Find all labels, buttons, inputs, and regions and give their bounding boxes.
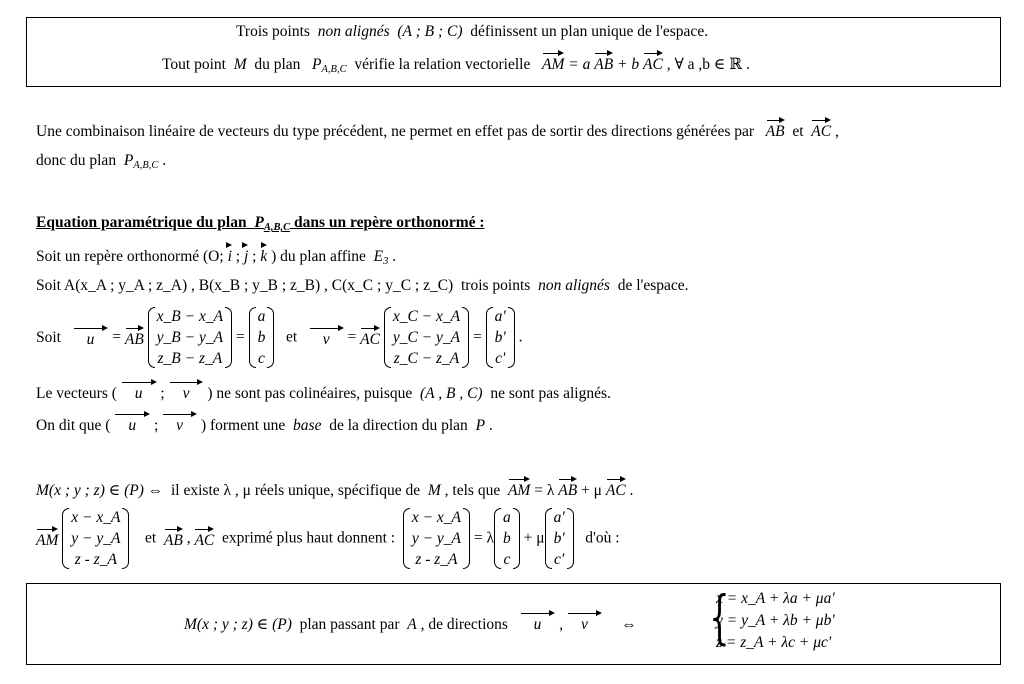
- vector-u: [520, 612, 556, 634]
- heading-text: Equation paramétrique du plan: [36, 214, 247, 231]
- plane-subscript: A,B,C: [133, 160, 159, 171]
- text: définissent un plan unique de l'espace.: [470, 23, 709, 40]
- text: + μ: [581, 482, 602, 499]
- points-abc: (A , B , C): [420, 385, 483, 402]
- text: On dit que (: [36, 417, 111, 434]
- text: , de directions: [420, 616, 508, 633]
- plane-p: P: [254, 214, 264, 231]
- vector-j: [244, 244, 248, 266]
- equivalence-line: [36, 478, 633, 500]
- plane-p: P: [312, 56, 322, 73]
- column-vector: [62, 507, 129, 570]
- matrix-entry: c: [258, 350, 265, 367]
- vector-ac: [194, 528, 214, 550]
- vector-v: [309, 327, 344, 349]
- definition-line-1: [236, 23, 708, 41]
- text: =: [347, 328, 357, 346]
- vector-label: u: [533, 616, 542, 633]
- point-m: M: [233, 56, 247, 73]
- text: vérifie la relation vectorielle: [354, 56, 531, 73]
- text: ne sont pas alignés.: [490, 385, 611, 402]
- column-vector: [403, 507, 470, 570]
- column-vector: [384, 306, 469, 369]
- text: ) du plan affine: [271, 248, 366, 265]
- text: + μ: [523, 529, 545, 547]
- vector-u: [73, 327, 109, 349]
- definition-line-2: [162, 52, 750, 75]
- matrix-entry: x_C − x_A: [392, 308, 461, 325]
- base-line: [36, 413, 493, 435]
- matrix-entry: b': [553, 530, 565, 547]
- text: plan passant par: [299, 616, 400, 633]
- points-coordinates: Soit A(x_A ; y_A ; z_A) , B(x_B ; y_B ; z_B) , C(x_C ; y_C ; z_C): [36, 277, 454, 294]
- text: =: [235, 328, 245, 346]
- vector-label: v: [182, 385, 190, 402]
- vector-am: [508, 478, 530, 500]
- vector-ac: [643, 52, 663, 74]
- text: Le vecteurs (: [36, 385, 117, 402]
- vector-label: AB: [594, 56, 614, 73]
- vector-label: AB: [124, 330, 144, 348]
- matrix-entry: y_C − y_A: [392, 329, 461, 346]
- vector-label: AM: [36, 531, 59, 549]
- vector-label: k: [260, 248, 268, 265]
- column-vector: [249, 306, 275, 369]
- heading-text: dans un repère orthonormé :: [293, 214, 485, 231]
- text: ) ne sont pas colinéaires, puisque: [207, 385, 413, 402]
- matrix-entry: x − x_A: [71, 509, 121, 526]
- text: = λ: [473, 529, 495, 547]
- vector-label: v: [176, 417, 184, 434]
- result-statement: [184, 612, 637, 634]
- plane-subscript: A,B,C: [263, 222, 291, 233]
- vector-ab: [594, 52, 613, 74]
- matrix-entry: b': [494, 329, 506, 346]
- vector-ab: [558, 478, 577, 500]
- points-abc: (A ; B ; C): [397, 23, 463, 40]
- text: Tout point: [162, 56, 226, 73]
- matrix-entry: b: [503, 530, 511, 547]
- matrix-entry: y_B − y_A: [156, 329, 224, 346]
- vector-ab: [766, 119, 785, 141]
- vector-ac: [606, 478, 626, 500]
- matrix-entry: z_C − z_A: [393, 350, 460, 367]
- text: + b: [617, 56, 640, 73]
- membership-expression: M(x ; y ; z) ∈ (P) ⇔: [36, 482, 164, 499]
- vector-ac: [360, 327, 380, 349]
- coordinates-line: [36, 507, 620, 570]
- system-equation-y: y = y_A + λb + μb': [716, 612, 835, 629]
- vector-u: [121, 381, 157, 403]
- text: .: [518, 328, 523, 346]
- text: .: [629, 482, 634, 499]
- text: exprimé plus haut donnent :: [222, 529, 396, 547]
- text: trois points: [460, 277, 531, 294]
- vector-label: AB: [163, 531, 183, 549]
- point-m: M: [427, 482, 441, 499]
- text: de l'espace.: [617, 277, 689, 294]
- text: .: [488, 417, 493, 434]
- italic-text: non alignés: [538, 277, 610, 294]
- matrix-entry: c': [495, 350, 506, 367]
- space-e: E: [373, 248, 384, 265]
- text: du plan: [254, 56, 301, 73]
- vector-label: AB: [558, 482, 578, 499]
- matrix-entry: y − y_A: [71, 530, 121, 547]
- vector-label: u: [86, 330, 95, 348]
- vector-label: AC: [811, 123, 832, 140]
- vector-v: [162, 413, 197, 435]
- text: Trois points: [236, 23, 310, 40]
- text: ) forment une: [200, 417, 286, 434]
- text: et: [792, 123, 804, 140]
- plane-p: P: [475, 417, 486, 434]
- matrix-entry: x_B − x_A: [156, 308, 224, 325]
- vector-ab: [125, 327, 144, 349]
- text: de la direction du plan: [329, 417, 468, 434]
- text: Soit: [36, 328, 61, 346]
- matrix-entry: a': [553, 509, 565, 526]
- matrix-entry: c': [554, 551, 565, 568]
- vector-label: AC: [643, 56, 663, 73]
- system-equation-z: z = z_A + λc + μc': [716, 634, 832, 651]
- equivalence-symbol: ⇔: [621, 616, 637, 633]
- text: et: [144, 529, 157, 547]
- text: donc du plan: [36, 152, 117, 169]
- column-vector: [486, 306, 515, 369]
- paragraph-line-2: [36, 152, 166, 171]
- column-vector: [148, 306, 232, 369]
- italic-text: base: [293, 417, 322, 434]
- membership-expression: M(x ; y ; z) ∈ (P): [184, 616, 292, 633]
- matrix-entry: y − y_A: [411, 530, 462, 547]
- vector-k: [260, 244, 267, 266]
- vector-label: AC: [360, 330, 380, 348]
- vector-label: AC: [194, 531, 215, 549]
- vector-v: [169, 381, 204, 403]
- vector-ac: [811, 119, 831, 141]
- vector-label: v: [580, 616, 588, 633]
- column-vector: [494, 507, 520, 570]
- matrix-entry: z - z_A: [74, 551, 117, 568]
- text: ;: [160, 385, 165, 402]
- matrix-entry: a': [494, 308, 506, 325]
- text: d'où :: [585, 529, 620, 547]
- matrix-entry: z - z_A: [415, 551, 458, 568]
- vector-ab: [164, 528, 183, 550]
- text: Une combinaison linéaire de vecteurs du type précédent, ne permet en effet pas de sortir des directions générées par: [36, 123, 755, 140]
- vector-label: AC: [605, 482, 626, 499]
- text: , tels que: [444, 482, 501, 499]
- vector-label: u: [134, 385, 143, 402]
- vector-label: j: [243, 248, 249, 265]
- vector-i: [228, 244, 232, 266]
- matrix-entry: b: [257, 329, 266, 346]
- text: Soit un repère orthonormé (O;: [36, 248, 224, 265]
- plane-p: P: [123, 152, 134, 169]
- vector-am: [36, 528, 58, 550]
- text: .: [162, 152, 167, 169]
- matrix-entry: a: [257, 308, 266, 325]
- column-vector: [545, 507, 574, 570]
- vector-label: AM: [542, 56, 565, 73]
- colinear-line: [36, 381, 611, 403]
- vector-v: [567, 612, 602, 634]
- vectors-definition-line: [36, 306, 522, 369]
- matrix-entry: a: [503, 509, 511, 526]
- points-line: [36, 277, 689, 295]
- vector-label: v: [322, 330, 330, 348]
- text: = λ: [534, 482, 555, 499]
- text: =: [112, 328, 121, 346]
- paragraph-line-1: [36, 119, 839, 141]
- vector-label: AM: [507, 482, 531, 499]
- text: ;: [153, 417, 159, 434]
- matrix-entry: z_B − z_A: [157, 350, 223, 367]
- text: ,: [559, 616, 564, 633]
- system-brace: {: [709, 583, 730, 651]
- text: et: [285, 328, 298, 346]
- text: = a: [568, 56, 591, 73]
- text: , ∀ a ,b ∈ ℝ .: [666, 56, 750, 73]
- vector-label: AB: [765, 123, 785, 140]
- frame-line: Soit un repère orthonormé (O; i ; j ; k ) du plan affine $E_3$ .: [36, 244, 396, 267]
- space-subscript: 3: [383, 256, 389, 267]
- plane-subscript: A,B,C: [321, 64, 347, 75]
- point-a: A: [407, 616, 417, 633]
- system-equation-x: x = x_A + λa + μa': [716, 590, 835, 607]
- matrix-entry: c: [503, 551, 511, 568]
- section-heading: [36, 214, 485, 233]
- text: ,: [834, 123, 839, 140]
- vector-label: i: [227, 248, 232, 265]
- vector-am: [542, 52, 564, 74]
- vector-u: [114, 413, 150, 435]
- text: il existe λ , μ réels unique, spécifique de: [171, 482, 421, 499]
- text: .: [392, 248, 397, 265]
- matrix-entry: x − x_A: [411, 509, 462, 526]
- vector-label: u: [128, 417, 137, 434]
- text: ,: [186, 529, 191, 547]
- italic-text: non alignés: [317, 23, 390, 40]
- text: =: [473, 328, 482, 346]
